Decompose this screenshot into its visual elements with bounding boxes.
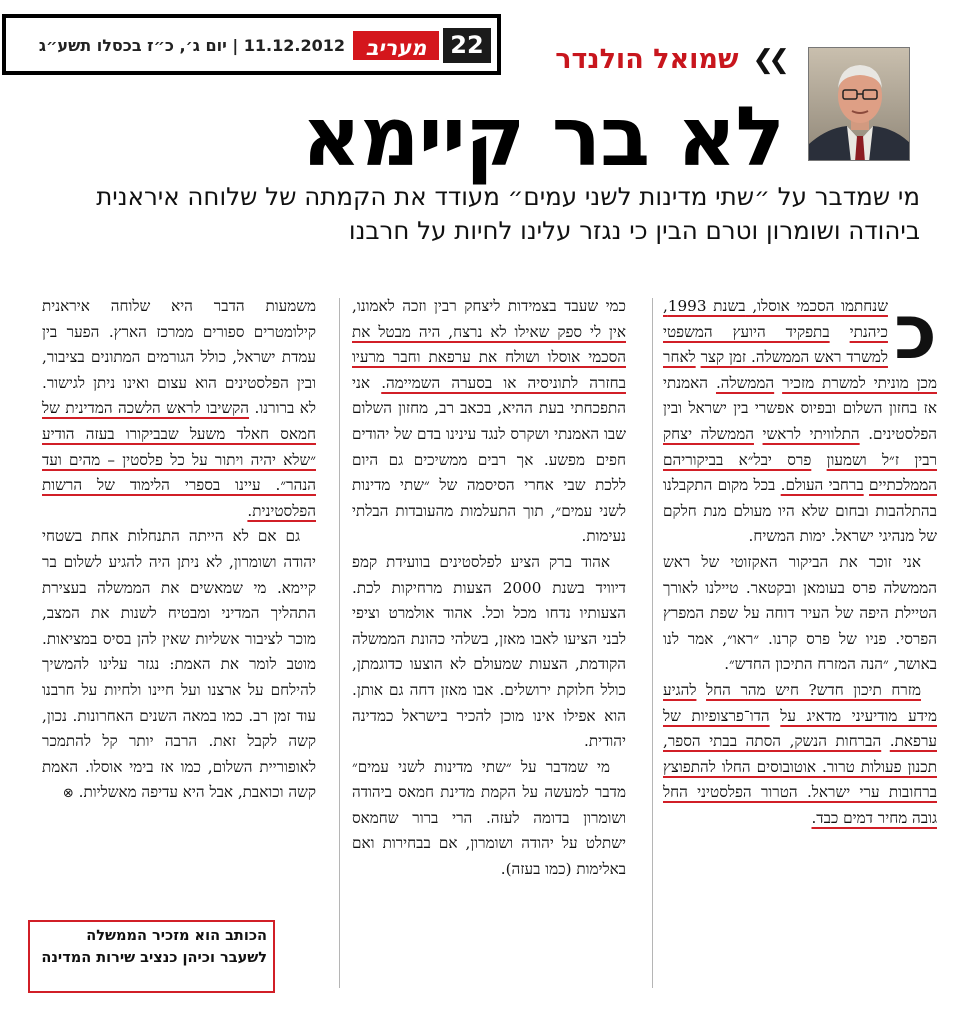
paragraph [352,294,626,550]
issue-date: 11.12.2012 | יום ג׳, כ״ז בכסלו תשע״ג [38,36,345,55]
author-byline [555,44,784,75]
body-text [881,732,890,750]
double-chevron-icon: ❯❯ [752,45,784,75]
highlighted-text: ברחבי העולם. [780,476,864,495]
author-portrait-icon [809,48,910,161]
highlighted-text: אין לי ספק שאילו לא נרצח, היה מבטל את הסכמי אוסלו ושולח את ערפאת וחבר מרעיו בחזרה לתוניסיה או בסערה השמיימה. [352,322,626,392]
author-photo [808,47,910,161]
column-divider [339,298,340,988]
paragraph [663,678,937,832]
highlighted-text: הברחות הנשק, הסתה בבתי הספר, תכנון פעולות טרור. אוטובוסים החלו להתפוצץ ברחובות ערי ישראל. הטרור הפלסטיני החל גובה מחיר דמים כבד. [663,732,937,827]
paragraph [42,524,316,807]
newspaper-logo: מעריב [353,28,439,63]
paragraph: מי שמדבר על ״שתי מדינות לשני עמים״ מדבר למעשה על הקמת מדינת חמאס ביהודה ושומרון בדומה לעזה. הרי ברור שחמאס ישתלט על יהודה ושומרון, אם בבחירות ואם באלימות (כמו בעזה). [352,757,626,879]
paragraph [663,287,938,550]
highlighted-text: הממשלה יצחק רבין ז״ל ושמעון [663,424,938,469]
author-name: שמואל הולנדר [555,44,739,75]
drop-cap: כ [893,287,937,376]
body-text: גם אם לא הייתה התנחלות אחת בשטחי יהודה ושומרון, לא ניתן היה להגיע לשלום בר קיימא. מי שמאשים את הממשלה בעצירת התהליך המדיני ומבטיח לשנות את המצב, מוכר לציבור אשליות שאין להן בסיס במציאות. מוטב לומר את האמת: נגזר עלינו להמשיך להילחם על ארצנו ועל חיינו ולחיות על חרבנו עוד זמן רב. כמו במאה השנים האחרונות. נכון, קשה לקבל זאת. הרבה יותר קל להתמכר לאופוריית השלום, כמו אז בימי אוסלו. האמת קשה וכואבת, אבל היא עדיפה מאשליות. [42,527,316,802]
highlighted-text: הדו־פרצופיות של ערפאת. [663,706,937,751]
article-column-1 [663,287,938,994]
article-title: לא בר קיימא [301,90,784,185]
body-text: כמי שעבד בצמידות ליצחק רבין וזכה לאמונו, [352,297,626,315]
body-text: האמנתי אז בחזון השלום ובפיוס אפשרי בין ישראל ובין הפלסטינים. [663,373,938,443]
highlighted-text: פרס יבל״א בביקוריהם הממלכתיים [663,450,937,495]
highlighted-text: לאחר מכן מוניתי למשרת מזכיר [663,348,937,392]
paragraph: אני זוכר את הביקור האקזוטי של ראש הממשלה פרס בעומאן ובקטאר. טיילנו לאורך הטיילת היפה של העיר דוחה על שפת המפרץ הפרסי. פניו של פרס קרנו. ״ראו״, אמר לנו באושר, ״הנה המזרח התיכון החדש״. [663,552,937,674]
end-of-article-icon: ⊗ [62,786,74,802]
article-subtitle: מי שמדבר על ״שתי מדינות לשני עמים״ מעודד את הקמתה של שלוחה איראנית ביהודה ושומרון וטרם הבין כי נגזר עלינו לחיות על חרבנו [96,182,920,245]
highlighted-text: התלוויתי לראשי [762,424,860,443]
highlighted-text: בתפקיד היועץ המשפטי [663,322,830,341]
page-number: 22 [443,28,491,63]
highlighted-text: להגיע מידע מודיעיני מדאיג על [663,680,937,725]
highlighted-text: הממשלה. [715,373,775,392]
highlighted-text: שנחתמו הסכמי אוסלו, [745,297,888,315]
paragraph [42,294,316,524]
author-bio: הכותב הוא מזכיר הממשלה לשעבר וכיהן כנציב שירות המדינה [28,920,275,993]
column-divider [652,298,653,988]
page-header [2,14,501,75]
body-text: אני התפכחתי בעת ההיא, בכאב רב, מחזון השלום שבו האמנתי ושקרס לנגד עינינו בדם של יהודים חפים מפשע. אך רבים ממשיכים גם היום ללכת שבי אחרי הסיסמה של ״שתי מדינות לשני עמים״, תוך התעלמות מהעובדות הבלתי נעימות. [352,373,626,546]
body-text: משמעות הדבר היא שלוחה איראנית קילומטרים ספורים ממרכז הארץ. הפער בין עמדת ישראל, כולל הגורמים המתונים בציבור, ובין הפלסטינים הוא עצום ואינו ניתן לגישור. לא ברורנו. [42,297,316,418]
article-column-3 [42,294,316,994]
highlighted-text: מזרח תיכון חדש? חיש מהר החל [706,680,922,699]
highlighted-text: בשנת 1993, כיהנתי [663,297,888,341]
highlighted-text: למשרד ראש הממשלה. זמן קצר [700,348,888,367]
article-column-2 [352,294,626,994]
body-text: בכל מקום התקבלנו בהתלהבות ובחום שלא היו מעולם מנת חלקם של מנהיגי ישראל. ימות המשיח. [663,476,937,546]
highlighted-text: הקשיבו לראש הלשכה המדינית של חמאס חאלד משעל שבביקורו בעזה הודיע ״שלא יהיה ויתור על כל פלסטין – מהים ועד הנהר״. עיינו בספרי הלימוד של הרשות הפלסטינית. [42,399,316,520]
paragraph: אהוד ברק הציע לפלסטינים בוועידת קמפ דיוויד בשנת 2000 הצעות מרחיקות לכת. הצעותיו נדחו מכל וכל. אהוד אולמרט וציפי לבני הציעו לאבו מאזן, בשלהי כהונת הממשלה הקודמת, הצעות שמעולם לא הוצעו כדוגמתן, כולל חלוקת ירושלים. אבו מאזן דחה גם אותן. הוא אפילו אינו מוכן להכיר בישראל כמדינה יהודית. [352,552,626,751]
